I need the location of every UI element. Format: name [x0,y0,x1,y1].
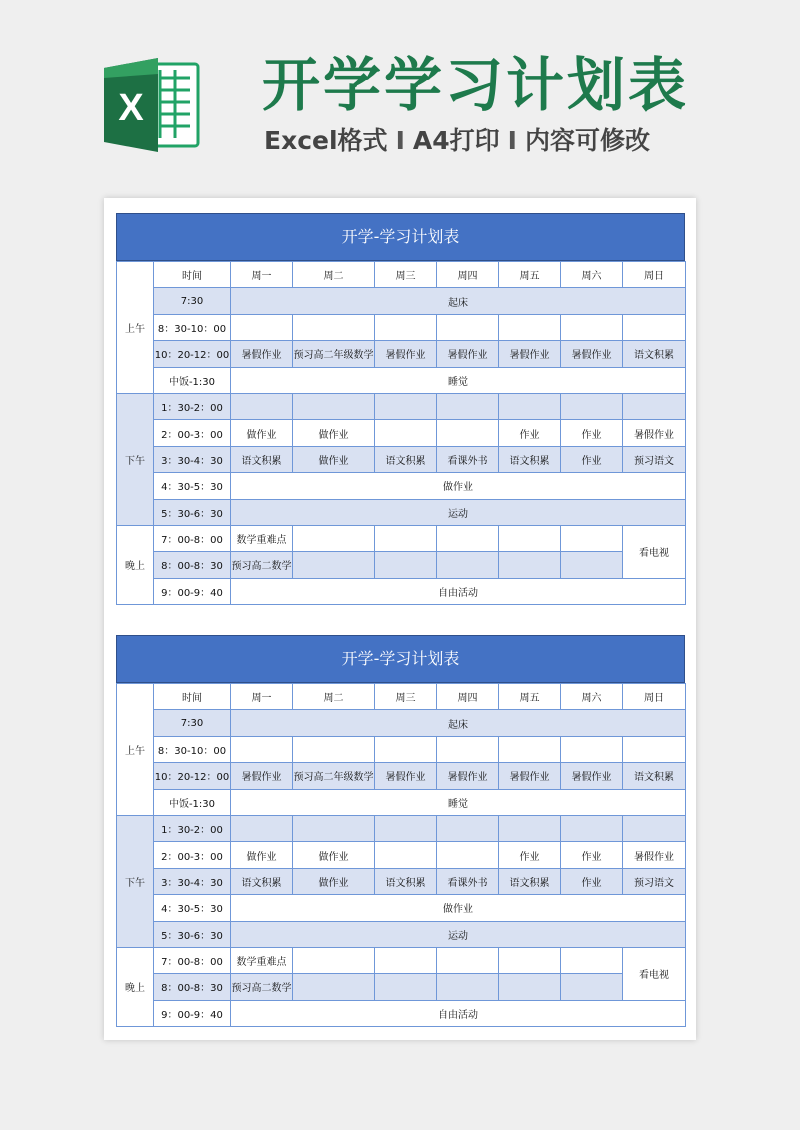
activity-cell [293,552,375,578]
sheet-title: 开学-学习计划表 [116,213,685,261]
activity-cell [437,525,499,551]
schedule-table [116,261,686,605]
period-afternoon: 下午 [117,815,154,947]
activity-cell [499,736,561,762]
activity-cell [499,974,561,1000]
table-row [117,262,686,288]
table-row [117,763,686,789]
time-cell: 7:30 [154,710,231,736]
period-afternoon: 下午 [117,393,154,525]
header-fri: 周五 [499,262,561,288]
time-cell: 7:30 [154,288,231,314]
time-cell: 5：30-6：30 [154,921,231,947]
excel-logo-letter: X [118,87,144,129]
time-cell: 9：00-9：40 [154,1000,231,1026]
header-tue: 周二 [293,262,375,288]
page-title: 开学学习计划表 [262,51,690,119]
time-cell: 2：00-3：00 [154,842,231,868]
activity-cell [499,815,561,841]
activity-cell [499,393,561,419]
time-cell: 4：30-5：30 [154,473,231,499]
time-cell: 9：00-9：40 [154,578,231,604]
activity-cell: 睡觉 [231,367,686,393]
activity-cell: 做作业 [231,420,293,446]
activity-cell: 作业 [499,420,561,446]
activity-cell [623,314,686,340]
table-row [117,947,686,973]
activity-cell: 预习高二年级数学 [293,341,375,367]
activity-cell: 做作业 [293,420,375,446]
table-row [117,525,686,551]
period-evening: 晚上 [117,525,154,604]
subtitle-format: Excel格式 [264,126,388,155]
activity-cell [561,393,623,419]
activity-cell [437,815,499,841]
activity-cell [561,736,623,762]
schedule-sheet [116,213,685,605]
table-row [117,420,686,446]
activity-cell: 做作业 [293,868,375,894]
activity-cell [499,525,561,551]
activity-cell [623,815,686,841]
activity-cell: 暑假作业 [499,341,561,367]
time-cell: 5：30-6：30 [154,499,231,525]
activity-cell: 看课外书 [437,446,499,472]
time-cell: 1：30-2：00 [154,393,231,419]
activity-cell [231,314,293,340]
table-row [117,895,686,921]
activity-cell [231,393,293,419]
activity-cell [561,815,623,841]
table-row [117,1000,686,1026]
activity-cell: 暑假作业 [499,763,561,789]
activity-cell [561,974,623,1000]
activity-cell: 自由活动 [231,578,686,604]
activity-cell [561,525,623,551]
table-row [117,921,686,947]
activity-cell [623,393,686,419]
table-row [117,736,686,762]
activity-cell: 作业 [499,842,561,868]
activity-cell [499,314,561,340]
header-sun: 周日 [623,262,686,288]
period-morning: 上午 [117,684,154,816]
time-cell: 4：30-5：30 [154,895,231,921]
activity-cell [437,314,499,340]
activity-cell [375,393,437,419]
activity-cell: 作业 [561,446,623,472]
activity-cell [499,947,561,973]
table-row [117,314,686,340]
activity-cell [231,815,293,841]
activity-cell [499,552,561,578]
header-sun: 周日 [623,684,686,710]
header-tue: 周二 [293,684,375,710]
document-page [104,198,696,1040]
activity-cell: 预习语文 [623,868,686,894]
activity-cell: 语文积累 [375,868,437,894]
activity-cell: 预习高二数学 [231,552,293,578]
activity-cell: 预习高二数学 [231,974,293,1000]
activity-cell [437,736,499,762]
table-row [117,499,686,525]
activity-cell: 暑假作业 [375,341,437,367]
table-row [117,842,686,868]
activity-cell [293,974,375,1000]
activity-cell: 做作业 [293,842,375,868]
activity-cell: 语文积累 [499,446,561,472]
activity-cell: 数学重难点 [231,947,293,973]
activity-cell: 暑假作业 [561,763,623,789]
activity-cell: 语文积累 [499,868,561,894]
subtitle-separator: I [395,126,405,155]
activity-cell: 暑假作业 [375,763,437,789]
activity-cell [375,736,437,762]
activity-cell [437,393,499,419]
table-row [117,473,686,499]
time-cell: 3：30-4：30 [154,446,231,472]
activity-cell: 做作业 [231,895,686,921]
activity-cell: 暑假作业 [231,763,293,789]
activity-cell [375,974,437,1000]
activity-cell: 自由活动 [231,1000,686,1026]
activity-cell: 睡觉 [231,789,686,815]
table-row [117,815,686,841]
time-cell: 10：20-12：00 [154,763,231,789]
table-row [117,341,686,367]
activity-cell [375,525,437,551]
header-thu: 周四 [437,684,499,710]
time-cell: 8：00-8：30 [154,974,231,1000]
time-cell: 8：30-10：00 [154,314,231,340]
table-row [117,789,686,815]
subtitle-separator: I [507,126,517,155]
time-cell: 中饭-1:30 [154,367,231,393]
activity-cell: 暑假作业 [437,763,499,789]
activity-cell [293,525,375,551]
activity-cell: 看电视 [623,525,686,578]
activity-cell: 作业 [561,868,623,894]
time-cell: 1：30-2：00 [154,815,231,841]
subtitle-edit: 内容可修改 [524,126,650,155]
time-cell: 3：30-4：30 [154,868,231,894]
table-row [117,868,686,894]
header-mon: 周一 [231,262,293,288]
schedule-table [116,683,686,1027]
activity-cell: 暑假作业 [623,420,686,446]
activity-cell: 做作业 [231,473,686,499]
table-row [117,393,686,419]
activity-cell [293,815,375,841]
activity-cell: 数学重难点 [231,525,293,551]
activity-cell [561,314,623,340]
activity-cell: 作业 [561,420,623,446]
header-fri: 周五 [499,684,561,710]
activity-cell [437,974,499,1000]
activity-cell [437,420,499,446]
activity-cell [375,314,437,340]
header-time: 时间 [154,684,231,710]
time-cell: 10：20-12：00 [154,341,231,367]
subtitle-print: A4打印 [412,126,500,155]
activity-cell [437,552,499,578]
time-cell: 7：00-8：00 [154,947,231,973]
activity-cell [293,393,375,419]
activity-cell: 做作业 [293,446,375,472]
activity-cell [375,815,437,841]
header-thu: 周四 [437,262,499,288]
table-row [117,552,686,578]
activity-cell: 暑假作业 [623,842,686,868]
activity-cell: 暑假作业 [231,341,293,367]
activity-cell: 运动 [231,499,686,525]
activity-cell [375,420,437,446]
activity-cell: 语文积累 [623,341,686,367]
activity-cell: 预习语文 [623,446,686,472]
activity-cell: 语文积累 [231,446,293,472]
schedule-sheet [116,635,685,1027]
activity-cell [437,842,499,868]
activity-cell [293,314,375,340]
activity-cell: 运动 [231,921,686,947]
activity-cell: 作业 [561,842,623,868]
activity-cell: 看电视 [623,947,686,1000]
time-cell: 中饭-1:30 [154,789,231,815]
activity-cell: 起床 [231,288,686,314]
activity-cell [375,947,437,973]
table-row [117,578,686,604]
time-cell: 7：00-8：00 [154,525,231,551]
activity-cell: 起床 [231,710,686,736]
time-cell: 8：00-8：30 [154,552,231,578]
time-cell: 2：00-3：00 [154,420,231,446]
table-row [117,288,686,314]
activity-cell [437,947,499,973]
table-row [117,974,686,1000]
activity-cell [561,552,623,578]
header-wed: 周三 [375,684,437,710]
excel-icon [100,54,202,156]
activity-cell: 暑假作业 [561,341,623,367]
header-mon: 周一 [231,684,293,710]
table-row [117,684,686,710]
header-time: 时间 [154,262,231,288]
activity-cell [293,947,375,973]
activity-cell: 预习高二年级数学 [293,763,375,789]
period-morning: 上午 [117,262,154,394]
activity-cell: 看课外书 [437,868,499,894]
activity-cell [561,947,623,973]
activity-cell: 暑假作业 [437,341,499,367]
period-evening: 晚上 [117,947,154,1026]
activity-cell [231,736,293,762]
page-subtitle [264,124,650,158]
activity-cell [623,736,686,762]
sheet-title: 开学-学习计划表 [116,635,685,683]
header-sat: 周六 [561,684,623,710]
activity-cell: 语文积累 [623,763,686,789]
activity-cell: 语文积累 [231,868,293,894]
activity-cell: 语文积累 [375,446,437,472]
table-row [117,367,686,393]
activity-cell [375,552,437,578]
activity-cell [375,842,437,868]
activity-cell: 做作业 [231,842,293,868]
header-wed: 周三 [375,262,437,288]
time-cell: 8：30-10：00 [154,736,231,762]
table-row [117,446,686,472]
table-row [117,710,686,736]
header-sat: 周六 [561,262,623,288]
activity-cell [293,736,375,762]
